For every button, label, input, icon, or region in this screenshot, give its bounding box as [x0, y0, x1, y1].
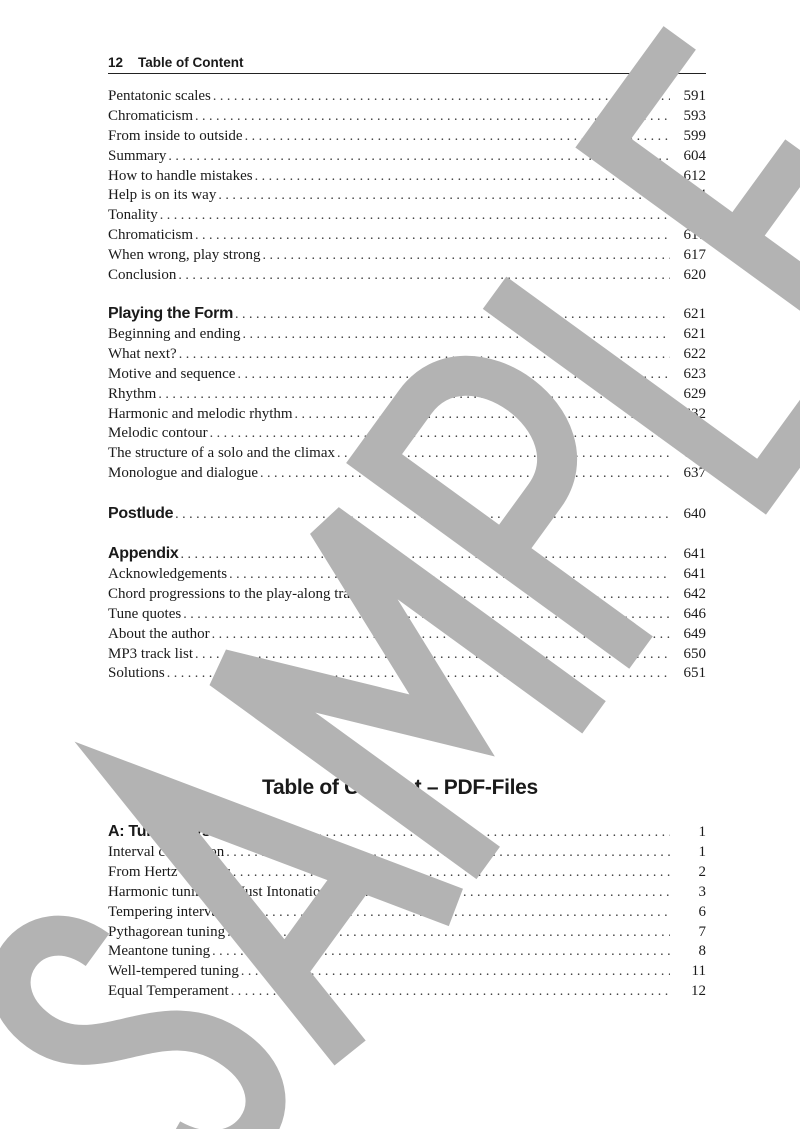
toc-entry-page: 3 [698, 883, 706, 900]
toc-entry-title: Beginning and ending [108, 326, 241, 342]
toc-entry-title: Acknowledgements [108, 566, 228, 582]
toc-entry-title: Melodic contour [108, 425, 208, 442]
toc-entry[interactable] [108, 664, 706, 684]
toc-chapter-page: 1 [698, 824, 706, 840]
dot-leader [237, 365, 670, 385]
toc-entry-page: 617 [683, 227, 706, 244]
toc-entry-page: 649 [683, 625, 706, 642]
toc-entry-title: What next? [108, 345, 177, 362]
toc-entry-page: 642 [683, 585, 706, 602]
toc-entry-page: 1 [698, 844, 706, 860]
toc-entry-page: 622 [683, 345, 706, 362]
toc-entry-page: 632 [683, 405, 706, 422]
dot-leader [178, 266, 670, 286]
toc-entry-title: Well-tempered tuning [108, 963, 239, 980]
toc-entry[interactable] [108, 405, 706, 425]
toc-entry-title: Meantone tuning [108, 943, 211, 960]
toc-entry-title: Pythagorean tuning [108, 923, 226, 940]
toc-entry[interactable] [108, 325, 706, 345]
toc-entry-page: 12 [691, 983, 706, 1000]
toc-entry-page: 591 [683, 88, 706, 104]
toc-entry[interactable] [108, 982, 706, 1002]
toc-entry-title: Equal Temperament [108, 983, 229, 1000]
dot-leader [160, 206, 670, 226]
toc-entry[interactable] [108, 843, 706, 863]
toc-entry-title: MP3 track list [108, 645, 193, 662]
dot-leader [213, 87, 670, 107]
toc-group-continued [108, 87, 706, 286]
toc-chapter-page: 641 [683, 546, 706, 562]
toc-entry-page: 7 [698, 923, 706, 940]
toc-entry-title: Interval calculation [108, 844, 225, 860]
toc-entry-page: 617 [683, 247, 706, 264]
toc-entry[interactable] [108, 246, 706, 266]
dot-leader [229, 565, 670, 585]
toc-entry-page: 621 [683, 326, 706, 342]
toc-entry-title: Conclusion [108, 267, 177, 284]
toc-entry-title: Tune quotes [108, 605, 182, 622]
toc-chapter-heading[interactable] [108, 503, 706, 525]
dot-leader [245, 127, 670, 147]
dot-leader [175, 504, 670, 526]
toc-entry-title: How to handle mistakes [108, 167, 253, 184]
toc-entry[interactable] [108, 226, 706, 246]
running-header [108, 53, 706, 74]
toc-entry-page: 634 [683, 425, 706, 442]
toc-entry[interactable] [108, 883, 706, 903]
toc-chapter-page: 640 [683, 506, 706, 522]
toc-entry[interactable] [108, 645, 706, 665]
toc-entry-page: 6 [698, 903, 706, 920]
toc-entry[interactable] [108, 444, 706, 464]
toc-entry-title: Tempering intervals [108, 903, 229, 920]
dot-leader [260, 464, 670, 484]
toc-entry[interactable] [108, 605, 706, 625]
toc-entry[interactable] [108, 107, 706, 127]
dot-leader [195, 226, 670, 246]
toc-entry[interactable] [108, 167, 706, 187]
toc-entry[interactable] [108, 127, 706, 147]
toc-entry-page: 641 [683, 566, 706, 582]
dot-leader [230, 903, 670, 923]
toc-entry-page: 635 [683, 445, 706, 462]
toc-group-pdf-tuning-systems [108, 821, 706, 1002]
toc-entry-page: 623 [683, 365, 706, 382]
dot-leader [158, 385, 670, 405]
dot-leader [249, 822, 670, 844]
toc-entry[interactable] [108, 424, 706, 444]
toc-chapter-heading[interactable] [108, 543, 706, 565]
toc-entry-page: 612 [683, 167, 706, 184]
dot-leader [235, 304, 670, 326]
toc-entry-title: When wrong, play strong [108, 247, 261, 264]
dot-leader [212, 942, 670, 962]
toc-entry-title: Rhythm [108, 385, 157, 402]
toc-group-postlude [108, 503, 706, 525]
dot-leader [337, 444, 670, 464]
toc-entry-page: 11 [691, 963, 706, 980]
dot-leader [226, 843, 670, 863]
header-page-number: 12 [108, 55, 124, 70]
dot-leader [255, 167, 670, 187]
toc-entry-title: From inside to outside [108, 127, 243, 144]
dot-leader [233, 863, 670, 883]
toc-entry-page: 620 [683, 267, 706, 284]
toc-chapter-heading[interactable] [108, 821, 706, 843]
dot-leader [183, 605, 670, 625]
toc-entry[interactable] [108, 942, 706, 962]
toc-entry-page: 8 [698, 943, 706, 960]
dot-leader [218, 186, 670, 206]
toc-entry[interactable] [108, 186, 706, 206]
dot-leader [330, 883, 670, 903]
toc-entry-title: Solutions [108, 665, 165, 682]
dot-leader [372, 585, 670, 605]
toc-entry-title: Tonality [108, 207, 158, 224]
toc-entry-title: From Hertz to Cents [108, 863, 231, 880]
dot-leader [195, 107, 670, 127]
dot-leader [210, 424, 670, 444]
toc-entry[interactable] [108, 565, 706, 585]
dot-leader [231, 982, 670, 1002]
toc-entry-page: 629 [683, 385, 706, 402]
toc-group-playing-the-form [108, 303, 706, 484]
toc-entry[interactable] [108, 385, 706, 405]
toc-entry-page: 604 [683, 147, 706, 164]
toc-entry-title: Pentatonic scales [108, 88, 211, 104]
toc-entry[interactable] [108, 923, 706, 943]
toc-entry[interactable] [108, 962, 706, 982]
toc-entry[interactable] [108, 206, 706, 226]
toc-entry[interactable] [108, 345, 706, 365]
dot-leader [241, 962, 670, 982]
pdf-toc-title: Table of Content – PDF-Files [262, 776, 538, 799]
toc-entry-page: 637 [683, 465, 706, 482]
toc-entry[interactable] [108, 365, 706, 385]
toc-chapter-title: A: Tuning Systems [108, 823, 247, 840]
dot-leader [242, 325, 670, 345]
toc-entry-title: Harmonic tuning and Just Intonation [108, 883, 328, 900]
dot-leader [212, 625, 670, 645]
toc-group-appendix [108, 543, 706, 684]
toc-chapter-title: Postlude [108, 505, 174, 522]
toc-entry[interactable] [108, 87, 706, 107]
dot-leader [167, 664, 670, 684]
toc-entry-title: Chord progressions to the play-along tracks [108, 585, 371, 602]
dot-leader [179, 345, 670, 365]
dot-leader [262, 246, 670, 266]
toc-chapter-title: Appendix [108, 545, 179, 562]
dot-leader [295, 405, 670, 425]
toc-entry-title: Help is on its way [108, 187, 217, 204]
toc-chapter-heading[interactable] [108, 303, 706, 325]
toc-entry[interactable] [108, 147, 706, 167]
toc-entry[interactable] [108, 266, 706, 286]
toc-entry-title: Chromaticism [108, 107, 193, 124]
toc-entry[interactable] [108, 585, 706, 605]
dot-leader [168, 147, 670, 167]
toc-entry-page: 614 [683, 187, 706, 204]
toc-entry-title: Chromaticism [108, 227, 193, 244]
toc-entry-title: Monologue and dialogue [108, 465, 258, 482]
toc-entry-title: Summary [108, 147, 167, 164]
toc-entry-page: 615 [683, 207, 706, 224]
toc-entry-page: 599 [683, 127, 706, 144]
toc-entry-title: The structure of a solo and the climax [108, 445, 336, 462]
toc-chapter-title: Playing the Form [108, 305, 233, 322]
toc-entry-title: Harmonic and melodic rhythm [108, 405, 293, 422]
toc-entry-title: Motive and sequence [108, 365, 236, 382]
toc-entry-page: 650 [683, 645, 706, 662]
toc-entry-page: 593 [683, 107, 706, 124]
dot-leader [227, 923, 670, 943]
toc-entry-page: 646 [683, 605, 706, 622]
toc-chapter-page: 621 [683, 306, 706, 322]
toc-entry-page: 2 [698, 863, 706, 880]
toc-entry[interactable] [108, 863, 706, 883]
toc-entry[interactable] [108, 464, 706, 484]
toc-entry[interactable] [108, 625, 706, 645]
dot-leader [195, 645, 670, 665]
toc-entry[interactable] [108, 903, 706, 923]
header-title: Table of Content [138, 55, 244, 70]
dot-leader [181, 544, 671, 566]
toc-entry-page: 651 [683, 665, 706, 682]
toc-entry-title: About the author [108, 625, 210, 642]
